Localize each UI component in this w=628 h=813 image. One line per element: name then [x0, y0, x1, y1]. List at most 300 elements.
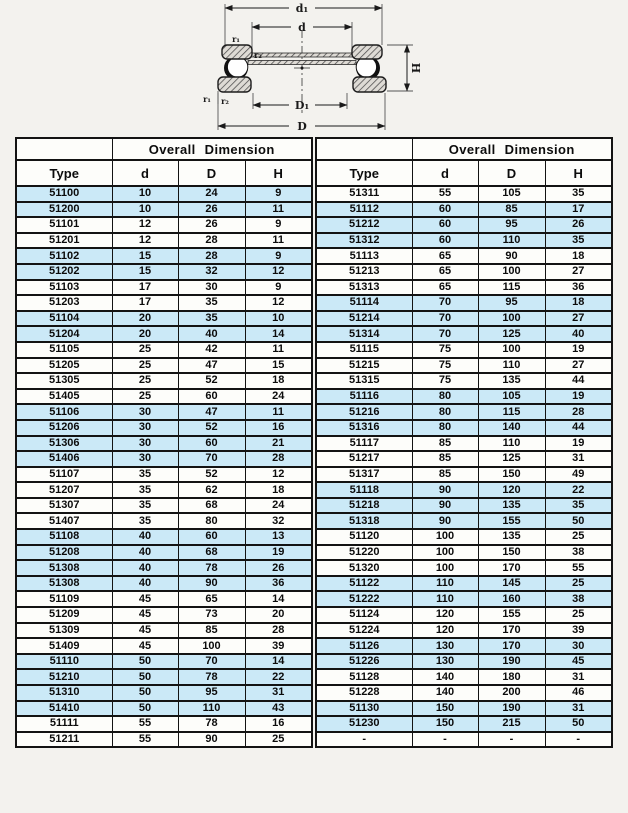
cell-H: 15 — [245, 358, 312, 374]
cell-D: 28 — [178, 233, 245, 249]
cell-D: 60 — [178, 389, 245, 405]
cell-H: 14 — [245, 591, 312, 607]
cell-d: 90 — [412, 482, 478, 498]
cell-d: 150 — [412, 701, 478, 717]
table-row — [16, 295, 312, 311]
cell-type: 51316 — [316, 420, 412, 436]
spec-table-right — [315, 137, 613, 748]
table-row — [16, 264, 312, 280]
cell-D: 52 — [178, 467, 245, 483]
cell-d: 30 — [112, 451, 178, 467]
dim-D-label: D — [297, 120, 307, 133]
cell-type: 51318 — [316, 513, 412, 529]
cell-type: 51305 — [16, 373, 112, 389]
table-row — [316, 295, 612, 311]
table-row — [316, 701, 612, 717]
cell-D: 35 — [178, 311, 245, 327]
table-row — [16, 638, 312, 654]
table-row — [316, 638, 612, 654]
cell-H: 9 — [245, 217, 312, 233]
cell-type: 51111 — [16, 716, 112, 732]
cell-D: 47 — [178, 404, 245, 420]
cell-D: 95 — [478, 217, 545, 233]
cell-type: 51114 — [316, 295, 412, 311]
cell-type: 51203 — [16, 295, 112, 311]
table-row — [316, 654, 612, 670]
cell-d: 45 — [112, 623, 178, 639]
cell-d: 85 — [412, 436, 478, 452]
table-row — [16, 591, 312, 607]
cell-type: 51309 — [16, 623, 112, 639]
cell-H: 25 — [545, 607, 612, 623]
cell-H: 39 — [245, 638, 312, 654]
cell-type: 51101 — [16, 217, 112, 233]
cell-d: 70 — [412, 311, 478, 327]
table-row — [16, 467, 312, 483]
cell-D: 200 — [478, 685, 545, 701]
cell-d: 50 — [112, 685, 178, 701]
cell-type: 51113 — [316, 248, 412, 264]
cell-H: 38 — [545, 591, 612, 607]
table-row — [16, 373, 312, 389]
cell-D: 215 — [478, 716, 545, 732]
table-row — [16, 498, 312, 514]
cell-D: 110 — [178, 701, 245, 717]
cell-D: 95 — [178, 685, 245, 701]
cell-D: 110 — [478, 358, 545, 374]
cell-d: 100 — [412, 560, 478, 576]
cell-type: 51206 — [16, 420, 112, 436]
cell-d: - — [412, 732, 478, 748]
cell-type: 51210 — [16, 669, 112, 685]
cell-H: 25 — [245, 732, 312, 748]
center-dot — [301, 67, 304, 70]
cell-d: 10 — [112, 202, 178, 218]
table-row — [16, 732, 312, 748]
cell-H: 12 — [245, 467, 312, 483]
table-row — [316, 389, 612, 405]
cell-H: 28 — [245, 623, 312, 639]
cell-D: 78 — [178, 560, 245, 576]
cell-H: 19 — [545, 342, 612, 358]
cell-H: 50 — [545, 716, 612, 732]
table-row — [316, 264, 612, 280]
cell-type: 51102 — [16, 248, 112, 264]
cell-type: 51126 — [316, 638, 412, 654]
cell-D: 135 — [478, 498, 545, 514]
cell-D: 95 — [478, 295, 545, 311]
cell-H: 40 — [545, 326, 612, 342]
cell-d: 55 — [112, 732, 178, 748]
cell-type: 51105 — [16, 342, 112, 358]
col-header-D: D — [478, 160, 545, 186]
cell-d: 75 — [412, 373, 478, 389]
cell-type: 51222 — [316, 591, 412, 607]
table-row — [316, 529, 612, 545]
cell-D: 110 — [478, 436, 545, 452]
cell-H: 11 — [245, 202, 312, 218]
fillet-r1-top-label: r₁ — [232, 34, 240, 44]
table-row — [316, 186, 612, 202]
cell-D: 47 — [178, 358, 245, 374]
cell-H: 30 — [545, 638, 612, 654]
cell-type: 51100 — [16, 186, 112, 202]
cell-type: 51230 — [316, 716, 412, 732]
cell-d: 65 — [412, 280, 478, 296]
table-row — [316, 311, 612, 327]
cell-D: 30 — [178, 280, 245, 296]
cell-type: 51112 — [316, 202, 412, 218]
cell-H: 27 — [545, 264, 612, 280]
col-header-d: d — [412, 160, 478, 186]
cell-d: 85 — [412, 451, 478, 467]
table-row — [16, 716, 312, 732]
cell-H: 28 — [245, 451, 312, 467]
cell-type: 51110 — [16, 654, 112, 670]
cell-D: 85 — [178, 623, 245, 639]
col-header-type: Type — [16, 160, 112, 186]
fillet-r1-bottom-label: r₁ — [203, 94, 211, 104]
cell-H: 38 — [545, 545, 612, 561]
cell-D: 100 — [178, 638, 245, 654]
cell-H: 25 — [545, 576, 612, 592]
cell-type: 51212 — [316, 217, 412, 233]
col-header-d: d — [112, 160, 178, 186]
cell-type: 51128 — [316, 669, 412, 685]
cell-H: 22 — [245, 669, 312, 685]
table-row — [16, 358, 312, 374]
cell-d: 30 — [112, 404, 178, 420]
cell-H: 44 — [545, 373, 612, 389]
cell-d: 30 — [112, 436, 178, 452]
cell-D: 78 — [178, 716, 245, 732]
table-row — [16, 280, 312, 296]
cell-d: 100 — [412, 529, 478, 545]
cell-D: 68 — [178, 498, 245, 514]
cell-D: 26 — [178, 217, 245, 233]
cell-type: 51214 — [316, 311, 412, 327]
cell-d: 25 — [112, 342, 178, 358]
cell-d: 50 — [112, 701, 178, 717]
cell-type: 51208 — [16, 545, 112, 561]
cell-H: 49 — [545, 467, 612, 483]
cell-H: 16 — [245, 716, 312, 732]
cell-H: 46 — [545, 685, 612, 701]
cell-D: 100 — [478, 342, 545, 358]
cell-type: 51217 — [316, 451, 412, 467]
type-header-spacer — [16, 138, 112, 160]
cell-H: 31 — [245, 685, 312, 701]
cell-d: 45 — [112, 638, 178, 654]
cell-H: 44 — [545, 420, 612, 436]
cell-D: 90 — [178, 576, 245, 592]
cell-H: 27 — [545, 358, 612, 374]
cell-H: 12 — [245, 295, 312, 311]
cell-D: 90 — [478, 248, 545, 264]
cell-type: 51202 — [16, 264, 112, 280]
fillet-r2-top-label: r₂ — [254, 50, 262, 60]
table-row — [316, 467, 612, 483]
cell-H: 31 — [545, 451, 612, 467]
cell-d: 40 — [112, 560, 178, 576]
cell-H: 22 — [545, 482, 612, 498]
cell-D: 155 — [478, 513, 545, 529]
cell-d: 110 — [412, 576, 478, 592]
table-row — [316, 560, 612, 576]
cell-type: 51216 — [316, 404, 412, 420]
column-header-row — [316, 160, 612, 186]
cell-d: 85 — [412, 467, 478, 483]
table-row — [316, 545, 612, 561]
cell-type: 51220 — [316, 545, 412, 561]
table-row — [316, 513, 612, 529]
cell-d: 20 — [112, 311, 178, 327]
cell-H: 31 — [545, 701, 612, 717]
table-row — [16, 685, 312, 701]
cell-d: 80 — [412, 420, 478, 436]
cell-d: 20 — [112, 326, 178, 342]
table-row — [16, 389, 312, 405]
cell-type: 51320 — [316, 560, 412, 576]
cell-H: 14 — [245, 326, 312, 342]
dim-d-label: d — [298, 21, 306, 34]
cell-d: 15 — [112, 248, 178, 264]
cell-d: 17 — [112, 295, 178, 311]
cell-type: 51215 — [316, 358, 412, 374]
cell-d: 15 — [112, 264, 178, 280]
table-row — [316, 498, 612, 514]
table-row — [316, 451, 612, 467]
table-row — [316, 202, 612, 218]
cell-type: 51228 — [316, 685, 412, 701]
table-row — [316, 576, 612, 592]
cell-d: 40 — [112, 545, 178, 561]
table-row — [16, 420, 312, 436]
cell-d: 90 — [412, 498, 478, 514]
cell-type: 51204 — [16, 326, 112, 342]
table-row — [316, 248, 612, 264]
cell-H: 24 — [245, 389, 312, 405]
cell-H: - — [545, 732, 612, 748]
cell-H: 36 — [545, 280, 612, 296]
cell-d: 50 — [112, 669, 178, 685]
cell-D: 52 — [178, 373, 245, 389]
group-header-row — [316, 138, 612, 160]
cell-D: 68 — [178, 545, 245, 561]
group-header: Overall Dimension — [412, 138, 612, 160]
cell-type: 51407 — [16, 513, 112, 529]
table-row — [16, 436, 312, 452]
cell-D: 105 — [478, 186, 545, 202]
table-row — [16, 451, 312, 467]
cell-d: 45 — [112, 607, 178, 623]
table-row — [316, 623, 612, 639]
left-table-body — [16, 186, 312, 747]
cell-D: 80 — [178, 513, 245, 529]
table-row — [316, 404, 612, 420]
cell-type: 51224 — [316, 623, 412, 639]
cell-d: 120 — [412, 623, 478, 639]
cell-H: 11 — [245, 342, 312, 358]
table-row — [316, 436, 612, 452]
table-row — [316, 716, 612, 732]
cell-type: 51115 — [316, 342, 412, 358]
cell-D: 135 — [478, 373, 545, 389]
cell-type: 51106 — [16, 404, 112, 420]
cell-H: 19 — [245, 545, 312, 561]
cell-d: 25 — [112, 358, 178, 374]
cell-d: 70 — [412, 326, 478, 342]
cell-type: 51200 — [16, 202, 112, 218]
table-row — [16, 326, 312, 342]
cell-H: 20 — [245, 607, 312, 623]
cell-type: 51207 — [16, 482, 112, 498]
cell-type: 51104 — [16, 311, 112, 327]
cell-D: 35 — [178, 295, 245, 311]
bearing-diagram-area — [0, 0, 628, 136]
cell-D: 125 — [478, 451, 545, 467]
cell-d: 40 — [112, 529, 178, 545]
cell-type: 51226 — [316, 654, 412, 670]
cell-D: 100 — [478, 264, 545, 280]
cell-H: 9 — [245, 280, 312, 296]
group-header-row — [16, 138, 312, 160]
cell-D: 150 — [478, 545, 545, 561]
cell-type: 51120 — [316, 529, 412, 545]
cell-type: 51406 — [16, 451, 112, 467]
cell-D: 70 — [178, 654, 245, 670]
cell-H: 27 — [545, 311, 612, 327]
cell-D: 190 — [478, 654, 545, 670]
cell-d: 40 — [112, 576, 178, 592]
table-row — [16, 248, 312, 264]
right-table-body — [316, 186, 612, 747]
cell-type: 51124 — [316, 607, 412, 623]
cell-D: 125 — [478, 326, 545, 342]
cell-D: 100 — [478, 311, 545, 327]
cell-type: 51118 — [316, 482, 412, 498]
cell-d: 65 — [412, 248, 478, 264]
cell-D: 115 — [478, 404, 545, 420]
type-header-spacer — [316, 138, 412, 160]
cell-d: 35 — [112, 467, 178, 483]
table-row — [16, 342, 312, 358]
cell-H: 9 — [245, 248, 312, 264]
table-row — [316, 358, 612, 374]
cell-H: 18 — [245, 373, 312, 389]
cell-D: 52 — [178, 420, 245, 436]
column-header-row — [16, 160, 312, 186]
cell-D: 85 — [478, 202, 545, 218]
cell-type: 51409 — [16, 638, 112, 654]
table-row — [16, 623, 312, 639]
cell-H: 35 — [545, 233, 612, 249]
table-row — [16, 202, 312, 218]
cell-D: 110 — [478, 233, 545, 249]
cell-type: 51315 — [316, 373, 412, 389]
cell-type: 51109 — [16, 591, 112, 607]
cell-d: 45 — [112, 591, 178, 607]
cell-D: 26 — [178, 202, 245, 218]
cell-H: 9 — [245, 186, 312, 202]
fillet-r2-bottom-label: r₂ — [221, 96, 229, 106]
cell-D: 60 — [178, 529, 245, 545]
cell-D: 115 — [478, 280, 545, 296]
cell-d: 30 — [112, 420, 178, 436]
table-row — [16, 217, 312, 233]
cell-H: 32 — [245, 513, 312, 529]
cell-type: 51313 — [316, 280, 412, 296]
cell-d: 25 — [112, 389, 178, 405]
table-row — [316, 607, 612, 623]
cell-D: 155 — [478, 607, 545, 623]
cell-d: 75 — [412, 342, 478, 358]
cell-d: 150 — [412, 716, 478, 732]
cell-H: 26 — [245, 560, 312, 576]
col-header-H: H — [245, 160, 312, 186]
cell-type: 51122 — [316, 576, 412, 592]
housing-washer-left — [218, 77, 251, 92]
table-row — [316, 732, 612, 748]
shaft-washer-left — [222, 45, 252, 59]
cell-D: 60 — [178, 436, 245, 452]
cell-H: 18 — [545, 295, 612, 311]
cell-D: 170 — [478, 560, 545, 576]
cell-D: 90 — [178, 732, 245, 748]
cell-D: 180 — [478, 669, 545, 685]
cell-type: 51103 — [16, 280, 112, 296]
cell-H: 26 — [545, 217, 612, 233]
cell-H: 18 — [245, 482, 312, 498]
cell-H: 14 — [245, 654, 312, 670]
table-row — [316, 217, 612, 233]
cell-type: 51209 — [16, 607, 112, 623]
cell-H: 39 — [545, 623, 612, 639]
cell-H: 25 — [545, 529, 612, 545]
cell-D: 65 — [178, 591, 245, 607]
cell-D: 105 — [478, 389, 545, 405]
table-row — [316, 591, 612, 607]
cell-d: 110 — [412, 591, 478, 607]
cell-d: 70 — [412, 295, 478, 311]
table-row — [16, 701, 312, 717]
cell-d: 60 — [412, 217, 478, 233]
cell-D: 120 — [478, 482, 545, 498]
cell-d: 55 — [112, 716, 178, 732]
cell-type: 51306 — [16, 436, 112, 452]
table-row — [16, 186, 312, 202]
cell-type: 51308 — [16, 560, 112, 576]
cell-D: 42 — [178, 342, 245, 358]
cell-H: 12 — [245, 264, 312, 280]
cell-d: 100 — [412, 545, 478, 561]
cell-type: 51213 — [316, 264, 412, 280]
cell-d: 130 — [412, 654, 478, 670]
cell-D: 70 — [178, 451, 245, 467]
cell-D: 170 — [478, 638, 545, 654]
cell-H: 24 — [245, 498, 312, 514]
cell-H: 43 — [245, 701, 312, 717]
table-row — [16, 311, 312, 327]
cell-H: 11 — [245, 404, 312, 420]
table-row — [16, 669, 312, 685]
cell-d: 80 — [412, 404, 478, 420]
cell-D: 62 — [178, 482, 245, 498]
cell-H: 13 — [245, 529, 312, 545]
table-row — [316, 342, 612, 358]
cell-d: 60 — [412, 202, 478, 218]
table-row — [16, 560, 312, 576]
